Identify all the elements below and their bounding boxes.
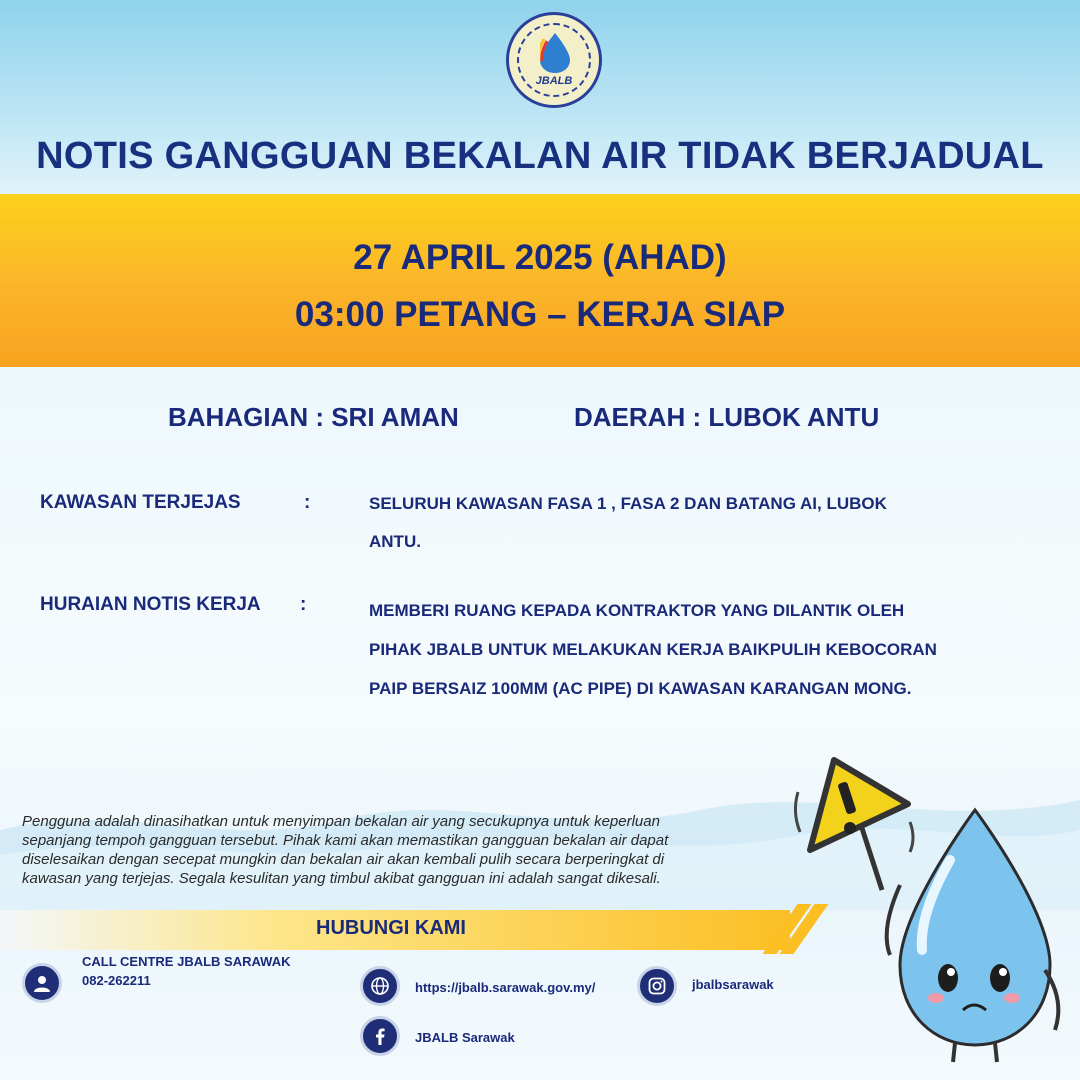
facebook-page[interactable]: JBALB Sarawak [415, 1030, 515, 1045]
facebook-icon [371, 1027, 389, 1045]
advice-text [22, 812, 762, 888]
schedule-time: 03:00 PETANG – KERJA SIAP [294, 295, 786, 334]
page-title: NOTIS GANGGUAN BEKALAN AIR TIDAK BERJADUAL [36, 135, 1044, 177]
schedule-date: 27 APRIL 2025 (AHAD) [353, 238, 727, 277]
contact-title: HUBUNGI KAMI [316, 917, 466, 939]
affected-area-label: KAWASAN TERJEJAS [40, 492, 241, 513]
division-label: BAHAGIAN : SRI AMAN [168, 402, 459, 432]
advice-line: diselesaikan dengan secepat mungkin dan bekalan air akan kembali pulih secara berperingkat di [22, 851, 665, 868]
instagram-handle[interactable]: jbalbsarawak [692, 977, 774, 992]
person-icon [33, 974, 51, 992]
jbalb-logo [506, 12, 602, 108]
call-centre-label: CALL CENTRE JBALB SARAWAK [82, 954, 291, 969]
work-description-label: HURAIAN NOTIS KERJA [40, 594, 261, 615]
advice-line: kawasan yang terjejas. Segala kesulitan yang timbul akibat gangguan ini adalah sangat dikesali. [22, 870, 661, 887]
affected-area-line: SELURUH KAWASAN FASA 1 , FASA 2 DAN BATANG AI, LUBOK [369, 494, 887, 513]
work-description-line: PIHAK JBALB UNTUK MELAKUKAN KERJA BAIKPULIH KEBOCORAN [369, 640, 937, 659]
website-icon-badge [360, 966, 400, 1006]
facebook-icon-badge [360, 1016, 400, 1056]
globe-icon [371, 977, 389, 995]
instagram-icon [648, 977, 666, 995]
work-description-line: PAIP BERSAIZ 100MM (AC PIPE) DI KAWASAN KARANGAN MONG. [369, 679, 912, 698]
affected-area-colon: : [304, 492, 311, 513]
website-link[interactable]: https://jbalb.sarawak.gov.my/ [415, 980, 596, 995]
schedule-band [0, 194, 1080, 367]
advice-line: sepanjang tempoh gangguan tersebut. Pihak kami akan memastikan gangguan bekalan air dapat [22, 832, 669, 849]
affected-area-line: ANTU. [369, 532, 421, 551]
call-centre-icon-badge [22, 963, 62, 1003]
water-drop-mascot-icon [860, 800, 1070, 1070]
instagram-icon-badge [637, 966, 677, 1006]
advice-line: Pengguna adalah dinasihatkan untuk menyimpan bekalan air yang secukupnya untuk keperluan [22, 813, 660, 830]
work-description-line: MEMBERI RUANG KEPADA KONTRAKTOR YANG DILANTIK OLEH [369, 601, 905, 620]
district-label: DAERAH : LUBOK ANTU [574, 402, 880, 432]
work-description-colon: : [300, 594, 307, 615]
water-drop-logo-icon [540, 33, 570, 73]
call-centre-phone[interactable]: 082-262211 [82, 973, 151, 988]
logo-label: JBALB [535, 75, 573, 87]
